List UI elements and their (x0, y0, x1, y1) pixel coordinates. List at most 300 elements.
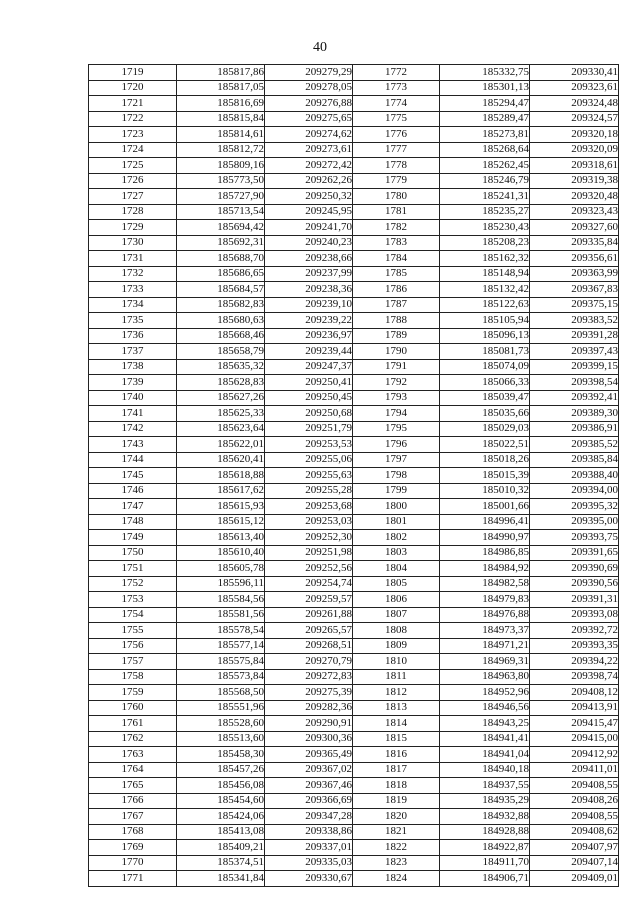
y-coordinate-right-cell: 209397,43 (530, 344, 619, 360)
table-row (89, 685, 619, 701)
point-number-left-cell: 1743 (89, 437, 177, 453)
table-row (89, 344, 619, 360)
point-number-right-cell: 1786 (353, 282, 440, 298)
table-row (89, 235, 619, 251)
y-coordinate-left-cell: 209241,70 (265, 220, 353, 236)
x-coordinate-right-cell: 185074,09 (440, 359, 530, 375)
x-coordinate-left-cell: 185809,16 (177, 158, 265, 174)
point-number-left-cell: 1769 (89, 840, 177, 856)
y-coordinate-left-cell: 209330,67 (265, 871, 353, 887)
y-coordinate-left-cell: 209237,99 (265, 266, 353, 282)
point-number-left-cell: 1750 (89, 545, 177, 561)
point-number-right-cell: 1820 (353, 809, 440, 825)
point-number-right-cell: 1806 (353, 592, 440, 608)
y-coordinate-left-cell: 209259,57 (265, 592, 353, 608)
y-coordinate-right-cell: 209390,69 (530, 561, 619, 577)
point-number-right-cell: 1813 (353, 700, 440, 716)
table-row (89, 607, 619, 623)
point-number-left-cell: 1752 (89, 576, 177, 592)
y-coordinate-right-cell: 209367,83 (530, 282, 619, 298)
table-row (89, 297, 619, 313)
y-coordinate-right-cell: 209391,31 (530, 592, 619, 608)
x-coordinate-right-cell: 185235,27 (440, 204, 530, 220)
y-coordinate-left-cell: 209273,61 (265, 142, 353, 158)
table-row (89, 437, 619, 453)
x-coordinate-left-cell: 185413,08 (177, 824, 265, 840)
x-coordinate-right-cell: 185332,75 (440, 65, 530, 81)
x-coordinate-left-cell: 185688,70 (177, 251, 265, 267)
x-coordinate-right-cell: 184937,55 (440, 778, 530, 794)
point-number-right-cell: 1795 (353, 421, 440, 437)
x-coordinate-right-cell: 185262,45 (440, 158, 530, 174)
y-coordinate-left-cell: 209337,01 (265, 840, 353, 856)
x-coordinate-right-cell: 185230,43 (440, 220, 530, 236)
table-row (89, 871, 619, 887)
point-number-left-cell: 1757 (89, 654, 177, 670)
y-coordinate-right-cell: 209408,26 (530, 793, 619, 809)
y-coordinate-right-cell: 209388,40 (530, 468, 619, 484)
point-number-right-cell: 1805 (353, 576, 440, 592)
point-number-right-cell: 1777 (353, 142, 440, 158)
y-coordinate-left-cell: 209276,88 (265, 96, 353, 112)
table-row (89, 654, 619, 670)
y-coordinate-right-cell: 209398,74 (530, 669, 619, 685)
x-coordinate-right-cell: 184946,56 (440, 700, 530, 716)
x-coordinate-left-cell: 185694,42 (177, 220, 265, 236)
y-coordinate-left-cell: 209366,69 (265, 793, 353, 809)
y-coordinate-right-cell: 209383,52 (530, 313, 619, 329)
y-coordinate-left-cell: 209253,03 (265, 514, 353, 530)
table-row (89, 421, 619, 437)
point-number-right-cell: 1790 (353, 344, 440, 360)
table-row (89, 127, 619, 143)
x-coordinate-left-cell: 185817,86 (177, 65, 265, 81)
table-row (89, 576, 619, 592)
x-coordinate-left-cell: 185584,56 (177, 592, 265, 608)
table-row (89, 390, 619, 406)
y-coordinate-left-cell: 209279,29 (265, 65, 353, 81)
point-number-right-cell: 1780 (353, 189, 440, 205)
y-coordinate-left-cell: 209252,30 (265, 530, 353, 546)
point-number-right-cell: 1817 (353, 762, 440, 778)
y-coordinate-right-cell: 209398,54 (530, 375, 619, 391)
table-row (89, 282, 619, 298)
point-number-right-cell: 1800 (353, 499, 440, 515)
table-row (89, 731, 619, 747)
x-coordinate-right-cell: 185039,47 (440, 390, 530, 406)
table-row (89, 406, 619, 422)
y-coordinate-right-cell: 209324,48 (530, 96, 619, 112)
point-number-right-cell: 1818 (353, 778, 440, 794)
x-coordinate-right-cell: 184996,41 (440, 514, 530, 530)
y-coordinate-left-cell: 209253,68 (265, 499, 353, 515)
point-number-right-cell: 1775 (353, 111, 440, 127)
point-number-right-cell: 1799 (353, 483, 440, 499)
x-coordinate-left-cell: 185456,08 (177, 778, 265, 794)
point-number-right-cell: 1814 (353, 716, 440, 732)
x-coordinate-right-cell: 185289,47 (440, 111, 530, 127)
x-coordinate-right-cell: 184928,88 (440, 824, 530, 840)
x-coordinate-left-cell: 185581,56 (177, 607, 265, 623)
x-coordinate-right-cell: 184963,80 (440, 669, 530, 685)
x-coordinate-right-cell: 184935,29 (440, 793, 530, 809)
y-coordinate-right-cell: 209324,57 (530, 111, 619, 127)
y-coordinate-right-cell: 209320,48 (530, 189, 619, 205)
x-coordinate-right-cell: 185122,63 (440, 297, 530, 313)
y-coordinate-right-cell: 209394,22 (530, 654, 619, 670)
point-number-left-cell: 1739 (89, 375, 177, 391)
point-number-right-cell: 1823 (353, 855, 440, 871)
x-coordinate-right-cell: 184969,31 (440, 654, 530, 670)
point-number-right-cell: 1811 (353, 669, 440, 685)
x-coordinate-left-cell: 185573,84 (177, 669, 265, 685)
table-row (89, 514, 619, 530)
point-number-right-cell: 1784 (353, 251, 440, 267)
point-number-right-cell: 1782 (353, 220, 440, 236)
table-row (89, 468, 619, 484)
y-coordinate-right-cell: 209395,00 (530, 514, 619, 530)
x-coordinate-right-cell: 185241,31 (440, 189, 530, 205)
y-coordinate-right-cell: 209319,38 (530, 173, 619, 189)
x-coordinate-right-cell: 185018,26 (440, 452, 530, 468)
y-coordinate-left-cell: 209251,98 (265, 545, 353, 561)
x-coordinate-right-cell: 185294,47 (440, 96, 530, 112)
point-number-right-cell: 1801 (353, 514, 440, 530)
point-number-left-cell: 1759 (89, 685, 177, 701)
x-coordinate-left-cell: 185727,90 (177, 189, 265, 205)
coordinates-table (88, 64, 619, 887)
point-number-right-cell: 1810 (353, 654, 440, 670)
point-number-left-cell: 1767 (89, 809, 177, 825)
y-coordinate-left-cell: 209236,97 (265, 328, 353, 344)
point-number-left-cell: 1737 (89, 344, 177, 360)
x-coordinate-right-cell: 184940,18 (440, 762, 530, 778)
point-number-left-cell: 1733 (89, 282, 177, 298)
table-row (89, 65, 619, 81)
point-number-left-cell: 1749 (89, 530, 177, 546)
x-coordinate-right-cell: 185081,73 (440, 344, 530, 360)
y-coordinate-right-cell: 209318,61 (530, 158, 619, 174)
x-coordinate-right-cell: 185246,79 (440, 173, 530, 189)
y-coordinate-left-cell: 209252,56 (265, 561, 353, 577)
point-number-right-cell: 1787 (353, 297, 440, 313)
y-coordinate-left-cell: 209272,42 (265, 158, 353, 174)
y-coordinate-right-cell: 209390,56 (530, 576, 619, 592)
y-coordinate-left-cell: 209254,74 (265, 576, 353, 592)
x-coordinate-left-cell: 185658,79 (177, 344, 265, 360)
table-row (89, 452, 619, 468)
y-coordinate-left-cell: 209239,10 (265, 297, 353, 313)
table-row (89, 669, 619, 685)
x-coordinate-right-cell: 185301,13 (440, 80, 530, 96)
x-coordinate-left-cell: 185454,60 (177, 793, 265, 809)
x-coordinate-right-cell: 184982,58 (440, 576, 530, 592)
point-number-left-cell: 1768 (89, 824, 177, 840)
y-coordinate-left-cell: 209247,37 (265, 359, 353, 375)
y-coordinate-left-cell: 209338,86 (265, 824, 353, 840)
point-number-left-cell: 1723 (89, 127, 177, 143)
point-number-right-cell: 1778 (353, 158, 440, 174)
point-number-left-cell: 1754 (89, 607, 177, 623)
x-coordinate-left-cell: 185374,51 (177, 855, 265, 871)
point-number-left-cell: 1745 (89, 468, 177, 484)
point-number-left-cell: 1731 (89, 251, 177, 267)
x-coordinate-left-cell: 185577,14 (177, 638, 265, 654)
y-coordinate-right-cell: 209391,28 (530, 328, 619, 344)
point-number-left-cell: 1764 (89, 762, 177, 778)
y-coordinate-right-cell: 209385,84 (530, 452, 619, 468)
point-number-right-cell: 1781 (353, 204, 440, 220)
point-number-left-cell: 1753 (89, 592, 177, 608)
x-coordinate-right-cell: 184906,71 (440, 871, 530, 887)
y-coordinate-left-cell: 209238,66 (265, 251, 353, 267)
point-number-right-cell: 1809 (353, 638, 440, 654)
x-coordinate-left-cell: 185458,30 (177, 747, 265, 763)
y-coordinate-left-cell: 209278,05 (265, 80, 353, 96)
y-coordinate-left-cell: 209250,45 (265, 390, 353, 406)
table-row (89, 530, 619, 546)
point-number-left-cell: 1763 (89, 747, 177, 763)
y-coordinate-left-cell: 209255,63 (265, 468, 353, 484)
x-coordinate-right-cell: 185132,42 (440, 282, 530, 298)
point-number-left-cell: 1725 (89, 158, 177, 174)
table-row (89, 111, 619, 127)
point-number-left-cell: 1747 (89, 499, 177, 515)
x-coordinate-right-cell: 184943,25 (440, 716, 530, 732)
x-coordinate-left-cell: 185568,50 (177, 685, 265, 701)
y-coordinate-right-cell: 209408,12 (530, 685, 619, 701)
table-row (89, 375, 619, 391)
y-coordinate-right-cell: 209411,01 (530, 762, 619, 778)
point-number-right-cell: 1807 (353, 607, 440, 623)
y-coordinate-left-cell: 209239,22 (265, 313, 353, 329)
point-number-left-cell: 1751 (89, 561, 177, 577)
x-coordinate-left-cell: 185620,41 (177, 452, 265, 468)
point-number-left-cell: 1729 (89, 220, 177, 236)
point-number-right-cell: 1824 (353, 871, 440, 887)
y-coordinate-right-cell: 209323,61 (530, 80, 619, 96)
x-coordinate-left-cell: 185617,62 (177, 483, 265, 499)
x-coordinate-left-cell: 185615,12 (177, 514, 265, 530)
x-coordinate-right-cell: 184971,21 (440, 638, 530, 654)
y-coordinate-right-cell: 209375,15 (530, 297, 619, 313)
y-coordinate-right-cell: 209408,55 (530, 778, 619, 794)
point-number-left-cell: 1755 (89, 623, 177, 639)
point-number-left-cell: 1746 (89, 483, 177, 499)
coordinates-table-body (89, 65, 619, 887)
point-number-right-cell: 1776 (353, 127, 440, 143)
x-coordinate-left-cell: 185815,84 (177, 111, 265, 127)
point-number-right-cell: 1793 (353, 390, 440, 406)
y-coordinate-left-cell: 209250,41 (265, 375, 353, 391)
point-number-right-cell: 1816 (353, 747, 440, 763)
point-number-left-cell: 1732 (89, 266, 177, 282)
x-coordinate-left-cell: 185551,96 (177, 700, 265, 716)
y-coordinate-right-cell: 209393,08 (530, 607, 619, 623)
table-row (89, 80, 619, 96)
x-coordinate-left-cell: 185773,50 (177, 173, 265, 189)
point-number-right-cell: 1822 (353, 840, 440, 856)
y-coordinate-right-cell: 209407,14 (530, 855, 619, 871)
x-coordinate-right-cell: 185105,94 (440, 313, 530, 329)
x-coordinate-left-cell: 185596,11 (177, 576, 265, 592)
y-coordinate-right-cell: 209386,91 (530, 421, 619, 437)
table-row (89, 328, 619, 344)
x-coordinate-right-cell: 184911,70 (440, 855, 530, 871)
point-number-right-cell: 1773 (353, 80, 440, 96)
x-coordinate-left-cell: 185692,31 (177, 235, 265, 251)
y-coordinate-right-cell: 209394,00 (530, 483, 619, 499)
page-number: 40 (313, 40, 327, 55)
x-coordinate-right-cell: 185148,94 (440, 266, 530, 282)
y-coordinate-left-cell: 209250,32 (265, 189, 353, 205)
table-row (89, 545, 619, 561)
y-coordinate-left-cell: 209275,65 (265, 111, 353, 127)
y-coordinate-right-cell: 209320,09 (530, 142, 619, 158)
point-number-left-cell: 1742 (89, 421, 177, 437)
point-number-left-cell: 1720 (89, 80, 177, 96)
x-coordinate-right-cell: 184941,41 (440, 731, 530, 747)
y-coordinate-left-cell: 209274,62 (265, 127, 353, 143)
x-coordinate-right-cell: 184922,87 (440, 840, 530, 856)
table-row (89, 189, 619, 205)
point-number-right-cell: 1796 (353, 437, 440, 453)
y-coordinate-right-cell: 209330,41 (530, 65, 619, 81)
x-coordinate-left-cell: 185686,65 (177, 266, 265, 282)
x-coordinate-left-cell: 185713,54 (177, 204, 265, 220)
y-coordinate-right-cell: 209356,61 (530, 251, 619, 267)
table-row (89, 840, 619, 856)
y-coordinate-left-cell: 209272,83 (265, 669, 353, 685)
y-coordinate-left-cell: 209240,23 (265, 235, 353, 251)
y-coordinate-left-cell: 209365,49 (265, 747, 353, 763)
table-row (89, 499, 619, 515)
y-coordinate-right-cell: 209327,60 (530, 220, 619, 236)
point-number-right-cell: 1789 (353, 328, 440, 344)
x-coordinate-right-cell: 184941,04 (440, 747, 530, 763)
x-coordinate-left-cell: 185814,61 (177, 127, 265, 143)
y-coordinate-right-cell: 209395,32 (530, 499, 619, 515)
x-coordinate-left-cell: 185615,93 (177, 499, 265, 515)
y-coordinate-left-cell: 209239,44 (265, 344, 353, 360)
x-coordinate-right-cell: 184986,85 (440, 545, 530, 561)
x-coordinate-left-cell: 185575,84 (177, 654, 265, 670)
point-number-left-cell: 1726 (89, 173, 177, 189)
y-coordinate-right-cell: 209392,72 (530, 623, 619, 639)
x-coordinate-left-cell: 185668,46 (177, 328, 265, 344)
y-coordinate-left-cell: 209282,36 (265, 700, 353, 716)
y-coordinate-left-cell: 209347,28 (265, 809, 353, 825)
y-coordinate-right-cell: 209335,84 (530, 235, 619, 251)
x-coordinate-right-cell: 185035,66 (440, 406, 530, 422)
point-number-left-cell: 1758 (89, 669, 177, 685)
y-coordinate-left-cell: 209270,79 (265, 654, 353, 670)
y-coordinate-left-cell: 209335,03 (265, 855, 353, 871)
x-coordinate-right-cell: 185022,51 (440, 437, 530, 453)
point-number-left-cell: 1762 (89, 731, 177, 747)
point-number-right-cell: 1783 (353, 235, 440, 251)
y-coordinate-right-cell: 209389,30 (530, 406, 619, 422)
y-coordinate-right-cell: 209323,43 (530, 204, 619, 220)
x-coordinate-right-cell: 184976,88 (440, 607, 530, 623)
x-coordinate-left-cell: 185513,60 (177, 731, 265, 747)
y-coordinate-right-cell: 209412,92 (530, 747, 619, 763)
x-coordinate-left-cell: 185613,40 (177, 530, 265, 546)
y-coordinate-right-cell: 209393,75 (530, 530, 619, 546)
point-number-right-cell: 1774 (353, 96, 440, 112)
table-row (89, 638, 619, 654)
y-coordinate-right-cell: 209320,18 (530, 127, 619, 143)
y-coordinate-right-cell: 209391,65 (530, 545, 619, 561)
x-coordinate-right-cell: 185273,81 (440, 127, 530, 143)
point-number-left-cell: 1760 (89, 700, 177, 716)
x-coordinate-right-cell: 185010,32 (440, 483, 530, 499)
x-coordinate-right-cell: 184973,37 (440, 623, 530, 639)
table-row (89, 623, 619, 639)
x-coordinate-left-cell: 185424,06 (177, 809, 265, 825)
y-coordinate-left-cell: 209250,68 (265, 406, 353, 422)
table-row (89, 483, 619, 499)
point-number-left-cell: 1770 (89, 855, 177, 871)
y-coordinate-left-cell: 209238,36 (265, 282, 353, 298)
point-number-right-cell: 1792 (353, 375, 440, 391)
x-coordinate-right-cell: 185029,03 (440, 421, 530, 437)
x-coordinate-left-cell: 185623,64 (177, 421, 265, 437)
y-coordinate-left-cell: 209261,88 (265, 607, 353, 623)
x-coordinate-right-cell: 184932,88 (440, 809, 530, 825)
x-coordinate-left-cell: 185578,54 (177, 623, 265, 639)
table-row (89, 359, 619, 375)
x-coordinate-left-cell: 185628,83 (177, 375, 265, 391)
table-row (89, 266, 619, 282)
x-coordinate-right-cell: 185066,33 (440, 375, 530, 391)
y-coordinate-right-cell: 209415,00 (530, 731, 619, 747)
y-coordinate-right-cell: 209392,41 (530, 390, 619, 406)
y-coordinate-left-cell: 209251,79 (265, 421, 353, 437)
point-number-right-cell: 1821 (353, 824, 440, 840)
point-number-right-cell: 1808 (353, 623, 440, 639)
y-coordinate-right-cell: 209393,35 (530, 638, 619, 654)
point-number-right-cell: 1788 (353, 313, 440, 329)
table-row (89, 793, 619, 809)
x-coordinate-left-cell: 185684,57 (177, 282, 265, 298)
point-number-left-cell: 1736 (89, 328, 177, 344)
y-coordinate-left-cell: 209245,95 (265, 204, 353, 220)
point-number-left-cell: 1748 (89, 514, 177, 530)
x-coordinate-right-cell: 184984,92 (440, 561, 530, 577)
x-coordinate-right-cell: 185208,23 (440, 235, 530, 251)
point-number-right-cell: 1804 (353, 561, 440, 577)
y-coordinate-right-cell: 209363,99 (530, 266, 619, 282)
y-coordinate-left-cell: 209255,28 (265, 483, 353, 499)
x-coordinate-left-cell: 185622,01 (177, 437, 265, 453)
point-number-left-cell: 1724 (89, 142, 177, 158)
x-coordinate-right-cell: 185015,39 (440, 468, 530, 484)
y-coordinate-left-cell: 209290,91 (265, 716, 353, 732)
y-coordinate-right-cell: 209408,55 (530, 809, 619, 825)
y-coordinate-right-cell: 209413,91 (530, 700, 619, 716)
table-row (89, 173, 619, 189)
point-number-left-cell: 1771 (89, 871, 177, 887)
table-row (89, 700, 619, 716)
y-coordinate-right-cell: 209385,52 (530, 437, 619, 453)
y-coordinate-left-cell: 209268,51 (265, 638, 353, 654)
point-number-left-cell: 1734 (89, 297, 177, 313)
y-coordinate-left-cell: 209367,02 (265, 762, 353, 778)
point-number-right-cell: 1798 (353, 468, 440, 484)
point-number-left-cell: 1727 (89, 189, 177, 205)
table-row (89, 855, 619, 871)
